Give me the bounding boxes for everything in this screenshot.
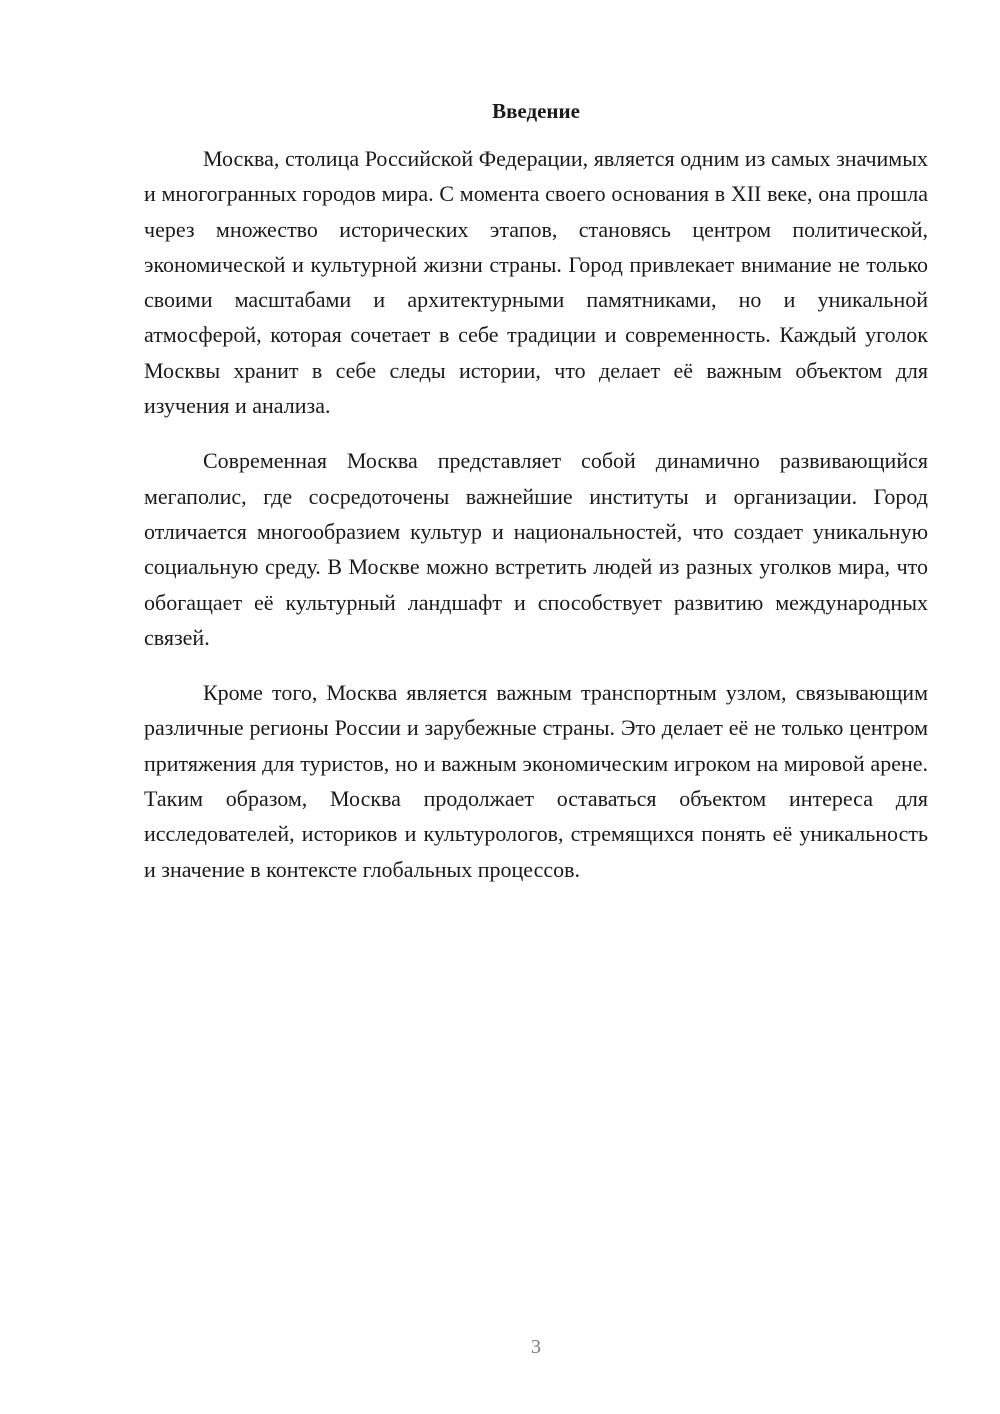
page-content	[144, 96, 928, 907]
section-heading: Введение	[492, 99, 580, 123]
page-number: 3	[531, 1336, 541, 1358]
paragraph-1: Москва, столица Российской Федерации, является одним из самых значимых и многогранных городов мира. С момента своего основания в XII веке, она прошла через множество исторических этапов, становясь центром политической, экономической и культурной жизни страны. Город привлекает внимание не только своими масштабами и архитектурными памятниками, но и уникальной атмосферой, которая сочетает в себе традиции и современность. Каждый уголок Москвы хранит в себе следы истории, что делает её важным объектом для изучения и анализа.	[144, 146, 928, 419]
paragraph-2: Современная Москва представляет собой динамично развивающийся мегаполис, где сосредоточены важнейшие институты и организации. Город отличается многообразием культур и национальностей, что создает уникальную социальную среду. В Москве можно встретить людей из разных уголков мира, что обогащает её культурный ландшафт и способствует развитию международных связей.	[144, 448, 928, 650]
paragraph-3: Кроме того, Москва является важным транспортным узлом, связывающим различные регионы России и зарубежные страны. Это делает её не только центром притяжения для туристов, но и важным экономическим игроком на мировой арене. Таким образом, Москва продолжает оставаться объектом интереса для исследователей, историков и культурологов, стремящихся понять её уникальность и значение в контексте глобальных процессов.	[144, 680, 928, 882]
